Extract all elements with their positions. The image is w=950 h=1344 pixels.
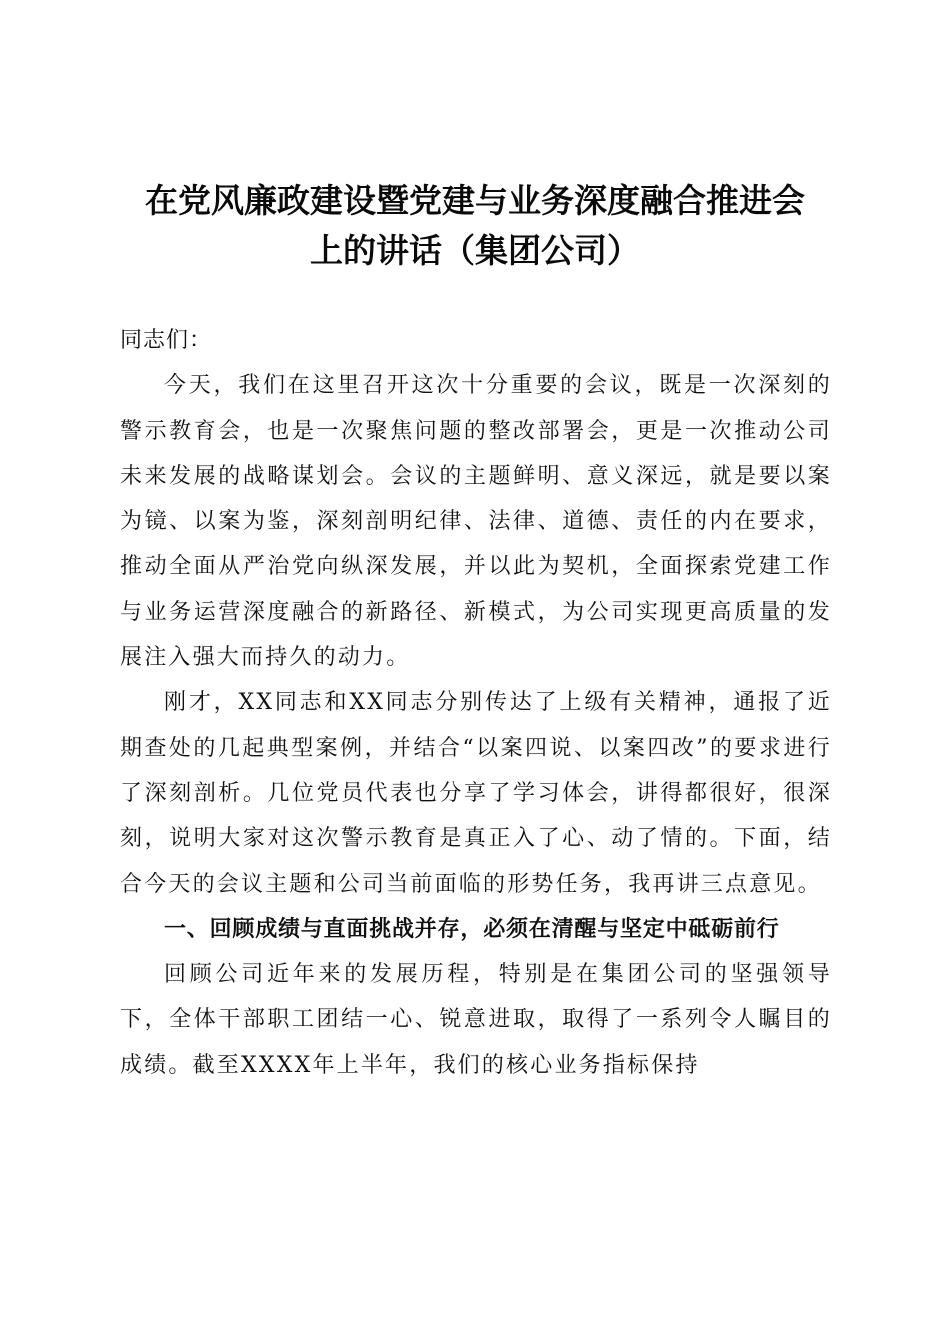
title-line-1: 在党风廉政建设暨党建与业务深度融合推进会 xyxy=(145,181,805,220)
section-heading: 一、回顾成绩与直面挑战并存，必须在清醒与坚定中砥砺前行 xyxy=(164,916,780,942)
paragraph-opening: 今天，我们在这里召开这次十分重要的会议，既是一次深刻的警示教育会，也是一次聚焦问题的整改部署会，更是一次推动公司未来发展的战略谋划会。会议的主题鲜明、意义深远，就是要以案为镜、以案为鉴，深刻剖明纪律、法律、道德、责任的内在要求，推动全面从严治党向纵深发展，并以此为契机，全面探索党建工作与业务运营深度融合的新路径、新模式，为公司实现更高质量的发展注入强大而持久的动力。 xyxy=(120,373,832,671)
paragraph-review: 刚才，XX同志和XX同志分别传达了上级有关精神，通报了近期查处的几起典型案例，并结合“以案四说、以案四改”的要求进行了深刻剖析。几位党员代表也分享了学习体会，讲得都很好，很深刻，说明大家对这次警示教育是真正入了心、动了情的。下面，结合今天的会议主题和公司当前面临的形势任务，我再讲三点意见。 xyxy=(120,690,832,897)
document-title xyxy=(100,176,850,276)
document-body xyxy=(120,318,832,1088)
salutation: 同志们： xyxy=(120,328,213,353)
title-line-2: 上的讲话（集团公司） xyxy=(310,231,640,270)
paragraph-section-one: 回顾公司近年来的发展历程，特别是在集团公司的坚强领导下，全体干部职工团结一心、锐意进取，取得了一系列令人瞩目的成绩。截至XXXX年上半年，我们的核心业务指标保持 xyxy=(120,962,832,1078)
